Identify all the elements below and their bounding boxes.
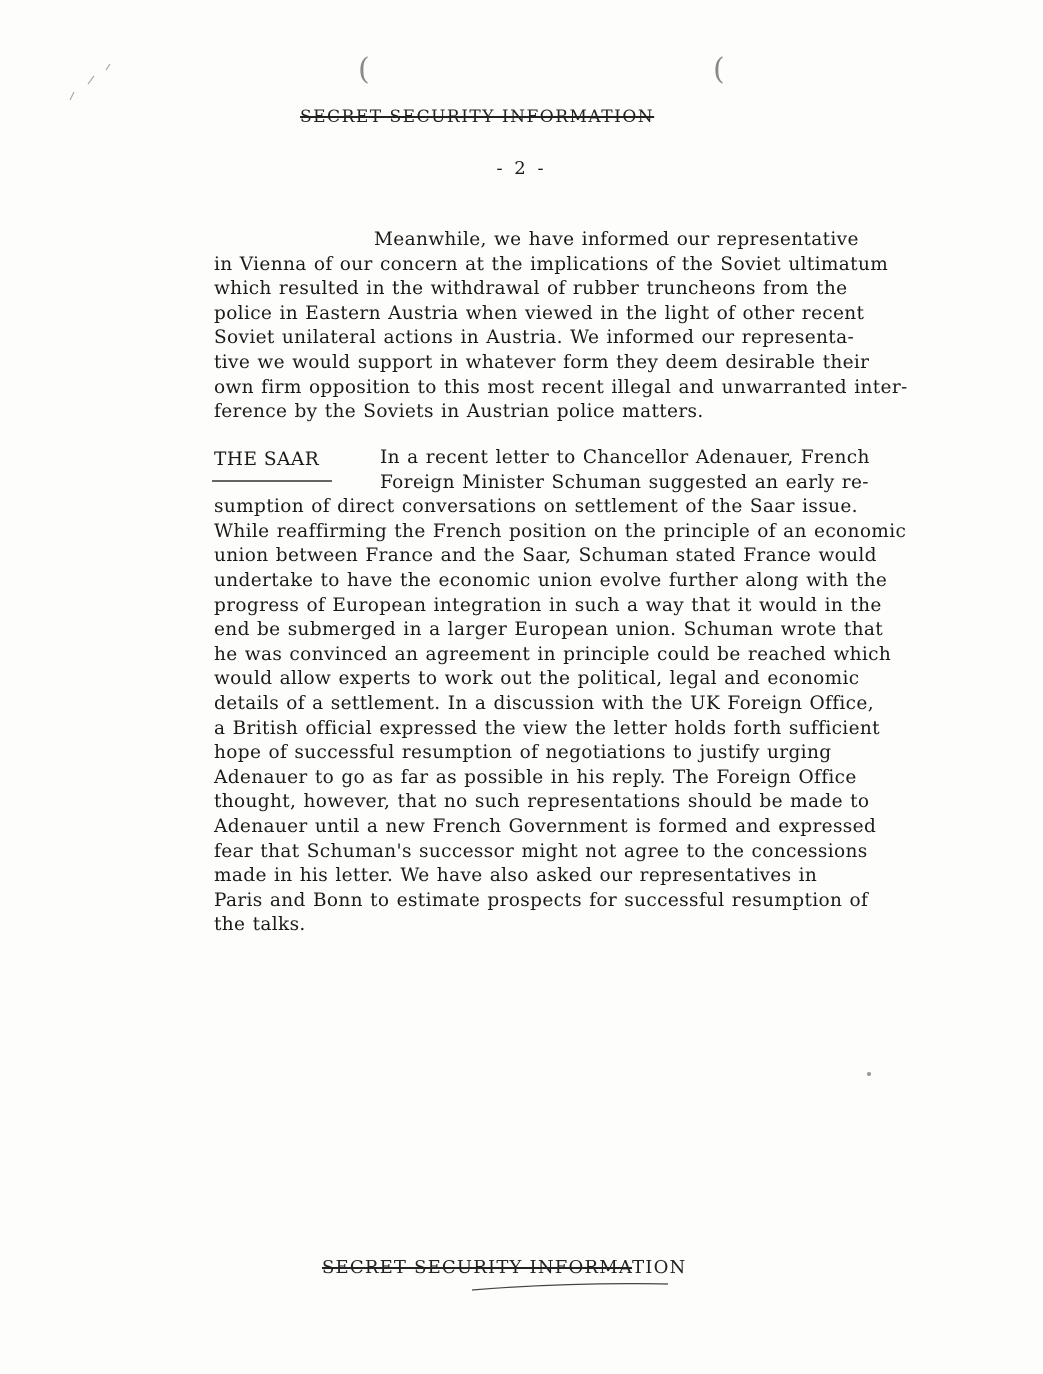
text-line: tive we would support in whatever form they deem desirable their — [214, 351, 870, 373]
text-line: progress of European integration in such a way that it would in the — [214, 594, 882, 616]
text-line: a British official expressed the view the letter holds forth sufficient — [214, 717, 880, 739]
text-line: hope of successful resumption of negotiations to justify urging — [214, 742, 832, 764]
text-line: in Vienna of our concern at the implications of the Soviet ultimatum — [214, 253, 889, 275]
text-line: fear that Schuman's successor might not agree to the concessions — [214, 840, 868, 862]
text-line: end be submerged in a larger European union. Schuman wrote that — [214, 619, 884, 641]
text-line: In a recent letter to Chancellor Adenauer, French — [380, 447, 870, 468]
text-line: Paris and Bonn to estimate prospects for successful resumption of — [214, 889, 869, 911]
text-line: Meanwhile, we have informed our representative — [374, 229, 859, 250]
text-line: sumption of direct conversations on settlement of the Saar issue. — [214, 496, 858, 518]
hole-punch-mark-right: ( — [713, 52, 725, 87]
header-classification: SECRET SECURITY INFORMATION — [300, 107, 655, 127]
paragraph-saar — [214, 446, 974, 938]
text-line: made in his letter. We have also asked our representatives in — [214, 865, 818, 887]
text-line: details of a settlement. In a discussion with the UK Foreign Office, — [214, 692, 874, 714]
paper-speck — [867, 1072, 871, 1076]
text-line: union between France and the Saar, Schuman stated France would — [214, 545, 877, 567]
page-number: - 2 - — [496, 158, 547, 179]
text-line: Adenauer until a new French Government is formed and expressed — [214, 815, 877, 837]
text-line: which resulted in the withdrawal of rubber truncheons from the — [214, 278, 848, 300]
text-line: Foreign Minister Schuman suggested an early re- — [380, 471, 869, 493]
footer-classification-tail: TION — [632, 1257, 687, 1278]
text-line: undertake to have the economic union evolve further along with the — [214, 569, 888, 591]
footer-classification-struck: SECRET SECURITY INFORMA — [322, 1257, 633, 1278]
text-line: own firm opposition to this most recent illegal and unwarranted inter- — [214, 376, 908, 398]
hole-punch-mark-left: ( — [358, 52, 370, 87]
text-line: he was convinced an agreement in principle could be reached which — [214, 643, 892, 665]
stray-pen-mark — [66, 62, 126, 102]
text-line: Soviet unilateral actions in Austria. We informed our representa- — [214, 327, 855, 349]
text-line: ference by the Soviets in Austrian police matters. — [214, 401, 704, 423]
saar-heading: THE SAAR — [214, 449, 320, 470]
text-line: thought, however, that no such representations should be made to — [214, 791, 870, 813]
text-line: While reaffirming the French position on the principle of an economic — [214, 520, 907, 542]
text-line: the talks. — [214, 914, 306, 936]
footer-pen-underline — [470, 1280, 670, 1292]
text-line: would allow experts to work out the political, legal and economic — [214, 668, 860, 690]
paragraph-austria — [214, 228, 974, 425]
text-line: police in Eastern Austria when viewed in the light of other recent — [214, 302, 865, 324]
footer-classification — [322, 1257, 742, 1278]
text-line: Adenauer to go as far as possible in his reply. The Foreign Office — [214, 766, 857, 788]
